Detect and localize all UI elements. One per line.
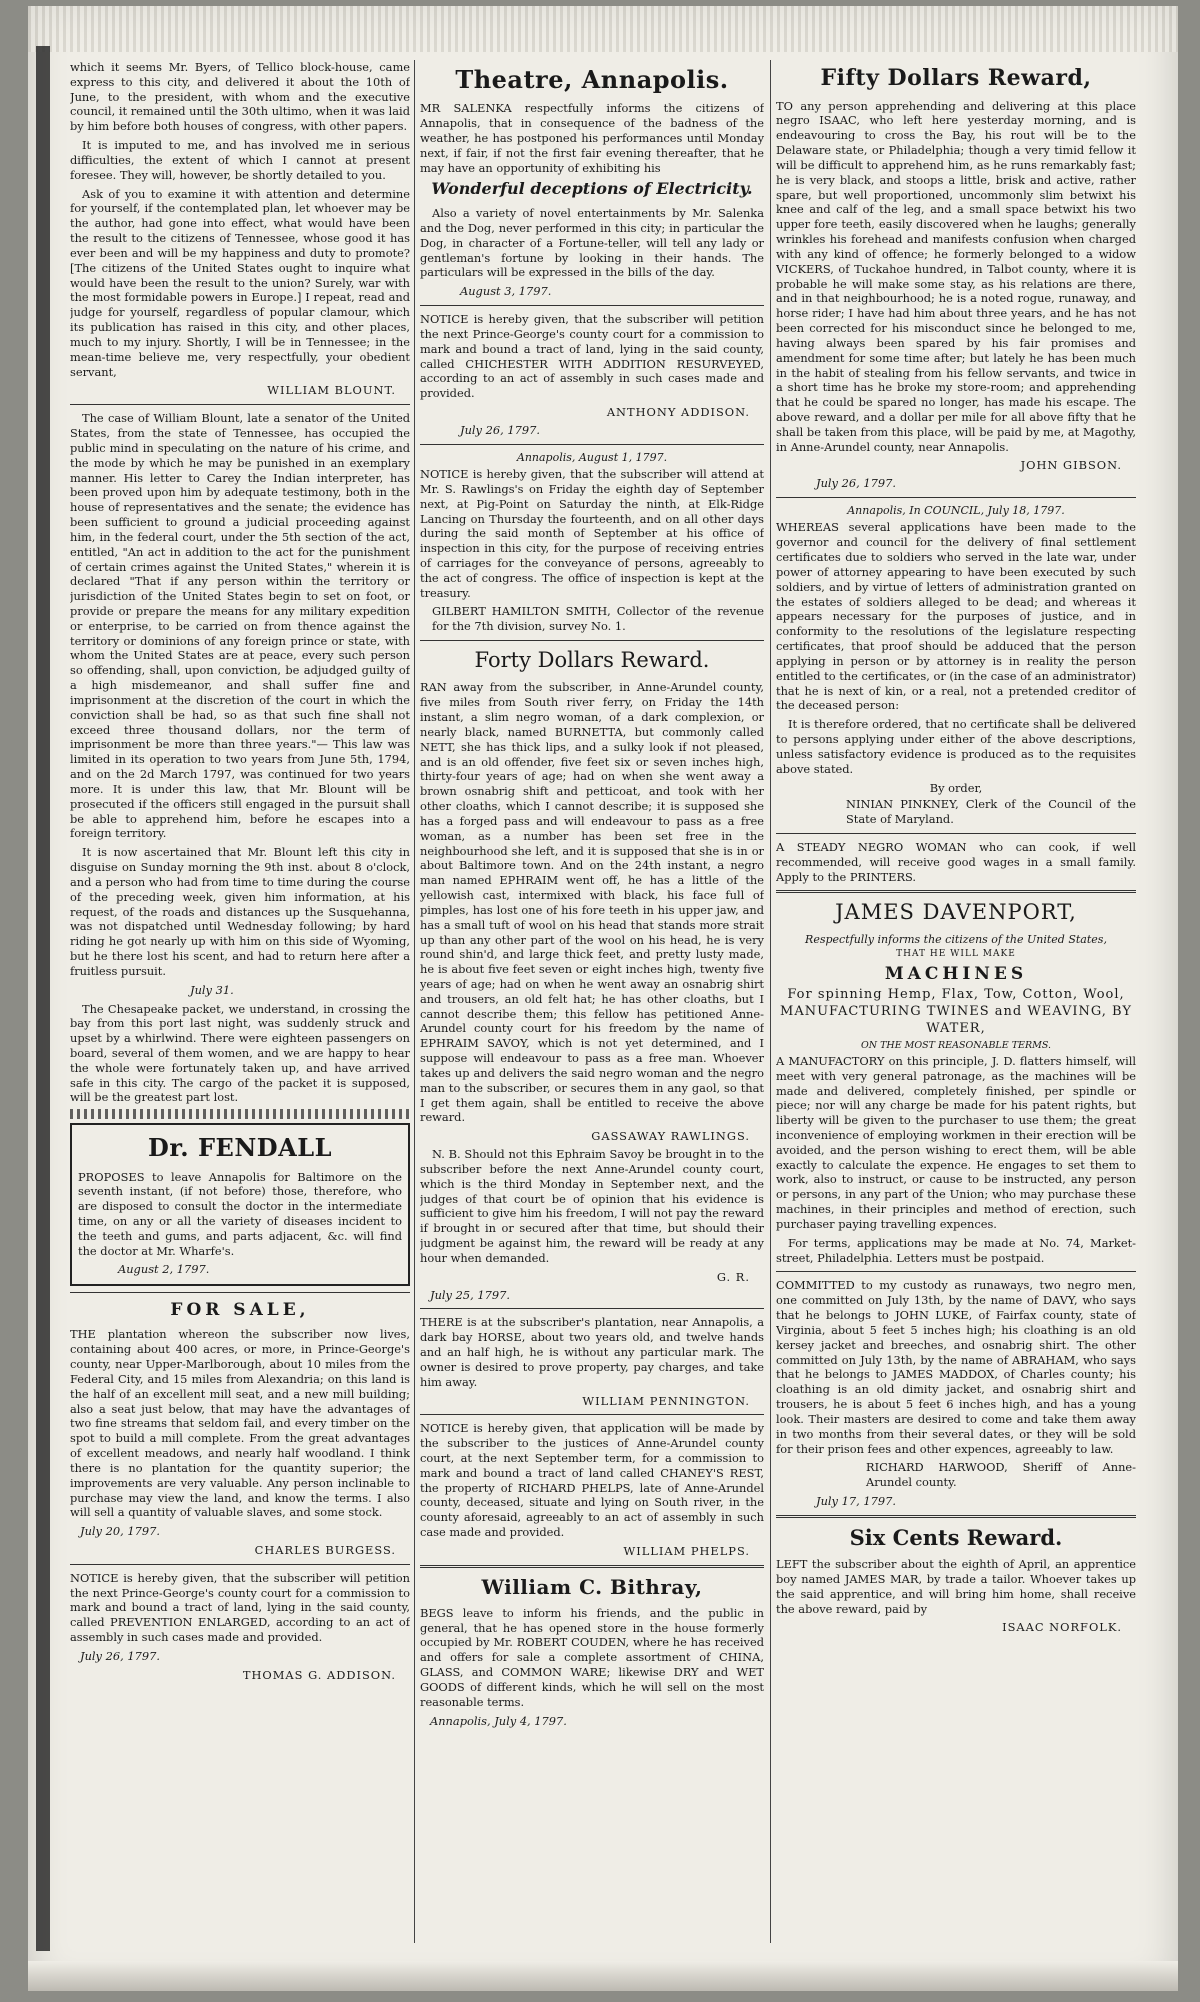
phelps-notice-body: NOTICE is hereby given, that application will be made by the subscriber to the justices of Anne-Arundel county court, at the next September term, for a commission to mark and bound a tract of land called CHANEY'S REST, the property of RICHARD PHELPS, late of Anne-Arundel county, deceased, situate and lying on South river, in the county aforesaid, agreeably to an act of assembly in such case made and provided. <box>420 1421 764 1540</box>
six-cents-body: LEFT the subscriber about the eighth of April, an apprentice boy named JAMES MAR, by trade a tailor. Whoever takes up the said apprentice, and will bring him home, shall receive the above reward, paid by <box>776 1557 1136 1616</box>
column-rule <box>414 60 415 1943</box>
divider <box>70 404 410 405</box>
for-sale-date: July 20, 1797. <box>80 1524 160 1539</box>
anthony-notice-signature: ANTHONY ADDISON. <box>606 405 750 420</box>
davenport-body: A MANUFACTORY on this principle, J. D. flatters himself, will meet with very general patronage, as the machines will be made and delivered, completely finished, per spindle or piece; nor will any charge be made for his patent rights, but liberty will be given to the purchaser to use them; the great inconvenience of employing workmen in their erection will be avoided, and the person wishing to erect them, will be able exactly to calculate the expence. He engages to set them to work, also to instruct, or cause to be instructed, any person or persons, in any part of the Union; who may purchase these machines, in their principles and method of erection, such purchaser paying travelling expences. <box>776 1053 1136 1231</box>
fendall-date: August 2, 1797. <box>118 1262 210 1277</box>
divider <box>70 1292 410 1293</box>
council-dateline: Annapolis, In COUNCIL, July 18, 1797. <box>847 504 1065 518</box>
bithray-title: William C. Bithray, <box>481 1574 703 1599</box>
fifty-dollars-title: Fifty Dollars Reward, <box>820 65 1092 91</box>
divider <box>420 444 764 445</box>
torn-top-edge <box>28 6 1178 52</box>
newspaper-page <box>28 6 1178 1991</box>
divider <box>420 305 764 306</box>
blount-case-para: It is now ascertained that Mr. Blount left this city in disguise on Sunday morning the 9th inst. about 8 o'clock, and a person who had from time to time during the course of the preceding week, given him information, at his request, of the roads and distances up the Susquehanna, was not dispatched until Wednesday following; by hard riding he got nearly up with him on this side of Wyoming, but he there lost his scent, and had to return here after a fruitless pursuit. <box>70 845 410 978</box>
for-sale-signature: CHARLES BURGESS. <box>254 1542 396 1557</box>
committed-body: COMMITTED to my custody as runaways, two negro men, one committed on July 13th, by the name of DAVY, who says that he belongs to JOHN LUKE, of Fairfax county, state of Virginia, about 5 feet 5 inches high; his cloathing is an old kersey jacket and breeches, and osnabrig shirt. The other committed on July 13th, by the name of ABRAHAM, who says that he belongs to JAMES MADDOX, of Charles county; his cloathing is an old dimity jacket, and osnabrig shirt and trousers, he is about 5 feet 6 inches high, and has a young look. Their masters are desired to come and take them away in two months from their several dates, or they will be sold for their prison fees and other expences, agreeably to law. <box>776 1278 1136 1456</box>
committed-date: July 17, 1797. <box>816 1494 896 1509</box>
forty-dollars-nb: N. B. Should not this Ephraim Savoy be brought in to the subscriber before the next Anne-Arundel county court, which is the third Monday in September next, and the judges of that court be of opinion that his evidence is sufficient to give him his freedom, I will not pay the reward if brought in or secured after that time, but should their judgment be against him, the reward will be ready at any hour when demanded. <box>420 1147 764 1265</box>
divider <box>420 1308 764 1309</box>
chesapeake-para: The Chesapeake packet, we understand, in crossing the bay from this port last night, was suddenly struck and upset by a whirlwind. There were eighteen passengers on board, several of them women, and we are happy to hear the whole were fortunately taken up, and have arrived safe in this city. The cargo of the packet it is supposed, will be the greatest part lost. <box>70 1001 410 1105</box>
six-cents-signature: ISAAC NORFOLK. <box>1002 1620 1122 1635</box>
divider <box>420 1565 764 1568</box>
committed-signature: RICHARD HARWOOD, Sheriff of Anne-Arundel county. <box>866 1460 1136 1490</box>
anthony-notice-date: July 26, 1797. <box>460 422 540 437</box>
column-rule <box>770 60 771 1943</box>
blount-case-para: The case of William Blount, late a senator of the United States, from the state of Tennessee, has occupied the public mind in speculating on the nature of his crime, and the mode by which he may be punished in an exemplary manner. His letter to Carey the Indian interpreter, has been proved upon him by adequate testimony, both in the house of representatives and the senate; the evidence has been sufficient to ground a judicial proceeding against him, in the federal court, under the 5th section of the act, entitled, "An act in addition to the act for the punishment of certain crimes against the United States," wherein it is declared "That if any person within the territory or jurisdiction of the United States begin to set on foot, or provide or prepare the means for any military expedition or enterprise, to be carried on from thence against the territory or dominions of any foreign prince or state, with whom the United States are at peace, every such person so offending, shall, upon conviction, be adjudged guilty of a high misdemeanor, and shall suffer fine and imprisonment at the discretion of the court in which the conviction shall be had, so as that such fine shall not exceed three thousand dollars, nor the term of imprisonment be more than three years."— This law was limited in its operation to two years from June 5th, 1794, and on the 2d March 1797, was continued for two years more. It is under this law, that Mr. Blount will be prosecuted if the officers still engaged in the pursuit shall be able to apprehend him, before he escapes into a foreign territory. <box>70 411 410 841</box>
addison-notice-body: NOTICE is hereby given, that the subscriber will petition the next Prince-George's county court for a commission to mark and bound a tract of land, lying in the said county, called PREVENTION ENLARGED, according to an act of assembly in such cases made and provided. <box>70 1570 410 1645</box>
ornament-border <box>70 1109 410 1119</box>
fendall-ad <box>70 1123 410 1286</box>
divider <box>776 833 1136 834</box>
smith-dateline: Annapolis, August 1, 1797. <box>516 450 668 464</box>
forty-dollars-signature: GASSAWAY RAWLINGS. <box>591 1129 750 1144</box>
davenport-that: THAT HE WILL MAKE <box>896 949 1016 960</box>
theatre-subheading: Wonderful deceptions of Electricity. <box>431 179 753 199</box>
for-sale-title: FOR SALE, <box>170 1300 310 1321</box>
davenport-terms: ON THE MOST REASONABLE TERMS. <box>860 1039 1052 1051</box>
theatre-title: Theatre, Annapolis. <box>455 65 729 94</box>
forty-dollars-body: RAN away from the subscriber, in Anne-Arundel county, five miles from South river ferry, on Friday the 14th instant, a slim negro woman, of a dark complexion, or nearly black, named BURNETTA, but commonly called NETT, she has thick lips, and a sulky look if not pleased, and is an old offender, five feet six or seven inches high, thirty-four years of age; had on when she went away a brown osnabrig shift and petticoat, and took with her other cloaths, which I cannot describe; it is supposed she has a forged pass and will endeavour to pass as a free woman, as a number has been set free in the neighbourhood she left, and it is supposed that she is in or about Baltimore town. And on the 24th instant, a negro man named EPHRAIM went off, he has a little of the yellowish cast, intermixed with black, his face full of pimples, has lost one of his fore teeth in his upper jaw, and has a small tuft of wool on his head that stands more strait up than any other part of the wool on his head, he is very round shin'd, and large thick feet, and pretty lusty made, he is about five feet seven or eight inches high, twenty five years of age; had on when he went away an osnabrig shirt and trousers, an old felt hat; he has other cloaths, but I cannot describe them; this fellow has petitioned Anne-Arundel county court for his freedom by the name of EPHRAIM SAVOY, which is not yet determined, and I suppose will endeavour to pass as a free man. Whoever takes up and delivers the said negro woman and the negro man to the subscriber, or secures them in any gaol, so that I get them again, shall be entitled to receive the above reward. <box>420 680 764 1125</box>
binding-edge <box>36 46 50 1951</box>
fifty-dollars-body: TO any person apprehending and delivering at this place negro ISAAC, who left here yesterday morning, and is endeavouring to cross the Bay, his rout will be to the Delaware state, or Philadelphia; though a very timid fellow it will be difficult to apprehend him, as he runs remarkably fast; he is very black, and stoops a little, brisk and active, rather spare, but well proportioned, uncommonly slim betwixt his knee and calf of the leg, and a small space betwixt his two upper fore teeth, easily discovered when he laughs; generally wrinkles his forehead and manifests confusion when charged with any kind of offence; he formerly belonged to a widow VICKERS, of Tuckahoe hundred, in Talbot county, where it is probable he will make some stay, as his relations are there, and in that neighbourhood; he is a noted rogue, runaway, and horse rider; I have had him about three years, and he has not been corrected for his misconduct since he belonged to me, having always been spared by his fair promises and amendment for some time after; but lately he has been much in the habit of stealing from his fellow servants, and twice in a short time has he broke my store-room; and apprehending that he could be spared no longer, has made his escape. The above reward, and a dollar per mile for all above fifty that he shall be taken from this place, will be paid by me, at Magothy, in Anne-Arundel county, near Annapolis. <box>776 98 1136 454</box>
theatre-date: August 3, 1797. <box>460 284 552 299</box>
davenport-machines: MACHINES <box>884 963 1028 984</box>
six-cents-title: Six Cents Reward. <box>849 1524 1063 1550</box>
blount-letter-para: which it seems Mr. Byers, of Tellico block-house, came express to this city, and delivered it about the 10th of June, to the president, with whom and the executive council, it remained until the 30th ultimo, when it was laid by him before both houses of congress, with other papers. <box>70 60 410 134</box>
horse-notice-body: THERE is at the subscriber's plantation, near Annapolis, a dark bay HORSE, about two years old, and twelve hands and an half high, he is without any particular mark. The owner is desired to prove property, pay charges, and take him away. <box>420 1315 764 1389</box>
column-3 <box>776 60 1136 1951</box>
horse-notice-signature: WILLIAM PENNINGTON. <box>582 1393 750 1408</box>
theatre-body-2: Also a variety of novel entertainments by Mr. Salenka and the Dog, never performed in this city; in particular the Dog, in character of a Fortune-teller, will tell any lady or gentleman's fortune by looking in their hands. The particulars will be expressed in the bills of the day. <box>420 206 764 280</box>
divider <box>420 640 764 641</box>
smith-notice-body: NOTICE is hereby given, that the subscriber will attend at Mr. S. Rawlings's on Friday the eighth day of September next, at Pig-Point on Saturday the ninth, at Elk-Ridge Lancing on Thursday the fourteenth, and on all other days during the said month of September at his office of inspection in this city, for the purpose of receiving entries of carriages for the conveyance of persons, agreeably to the act of congress. The office of inspection is kept at the treasury. <box>420 467 764 600</box>
blount-signature: WILLIAM BLOUNT. <box>267 383 396 398</box>
forty-dollars-date: July 25, 1797. <box>430 1287 510 1302</box>
fifty-dollars-signature: JOHN GIBSON. <box>1020 458 1122 473</box>
addison-notice-date: July 26, 1797. <box>80 1648 160 1663</box>
bithray-body: BEGS leave to inform his friends, and the public in general, that he has opened store in the house formerly occupied by Mr. ROBERT COUDEN, where he has received and offers for sale a complete assortment of CHINA, GLASS, and COMMON WARE; likewise DRY and WET GOODS of different kinds, which he will sell on the most reasonable terms. <box>420 1605 764 1709</box>
bithray-date: Annapolis, July 4, 1797. <box>430 1713 567 1728</box>
blount-letter-para: It is imputed to me, and has involved me in serious difficulties, the extent of which I cannot at present foresee. They will, however, be shortly detailed to you. <box>70 138 410 182</box>
column-2 <box>420 60 764 1951</box>
fendall-title: Dr. FENDALL <box>148 1133 332 1163</box>
davenport-terms-2: For terms, applications may be made at No. 74, Market-street, Philadelphia. Letters must be postpaid. <box>776 1235 1136 1265</box>
forty-dollars-initials: G. R. <box>716 1269 750 1284</box>
fendall-body: PROPOSES to leave Annapolis for Baltimore on the seventh instant, (if not before) those, therefore, who are disposed to consult the doctor in the intermediate time, on any or all the variety of diseases incident to the teeth and gums, and parts adjacent, &c. will find the doctor at Mr. Wharfe's. <box>78 1169 402 1258</box>
smith-notice-signature: GILBERT HAMILTON SMITH, Collector of the revenue for the 7th division, survey No. 1. <box>432 604 764 634</box>
divider <box>776 1271 1136 1272</box>
davenport-for-spinning: For spinning Hemp, Flax, Tow, Cotton, Wool, MANUFACTURING TWINES and WEAVING, BY WATER, <box>780 986 1132 1036</box>
fifty-dollars-date: July 26, 1797. <box>816 476 896 491</box>
divider <box>420 1414 764 1415</box>
theatre-body: MR SALENKA respectfully informs the citizens of Annapolis, that in consequence of the badness of the weather, he has postponed his performances until Monday next, if fair, if not the first fair evening thereafter, that he may have an opportunity of exhibiting his <box>420 101 764 175</box>
for-sale-body: THE plantation whereon the subscriber now lives, containing about 400 acres, or more, in Prince-George's county, near Upper-Marlborough, about 10 miles from the Federal City, and 15 miles from Alexandria; on this land is the half of an excellent mill seat, and a new mill building; also a seat just below, that may have the advantages of two fine streams that seldom fail, and every timber on the spot to build a mill complete. From the great advantages of excellent meadows, and nearly half woodland. I think there is no plantation for the quantity superior; the improvements are very valuable. Any person inclinable to purchase may view the land, and know the terms. I also will sell a quantity of valuable slaves, and some stock. <box>70 1327 410 1520</box>
forty-dollars-title: Forty Dollars Reward. <box>474 648 710 673</box>
divider <box>776 890 1136 893</box>
council-body: WHEREAS several applications have been made to the governor and council for the delivery of final settlement certificates due to soldiers who served in the late war, under power of attorney appearing to have been executed by such soldiers, and by virtue of letters of administration granted on the estates of soldiers alleged to be dead; and whereas it appears necessary for the purposes of justice, and in conformity to the resolutions of the legislature respecting certificates, that proof should be adduced that the person applying in person or by attorney is in reality the person entitled to the certificates, or (in the case of an administrator) that he is next of kin, or a real, not a pretended creditor of the deceased person: <box>776 520 1136 713</box>
divider <box>70 1564 410 1565</box>
divider <box>776 1515 1136 1518</box>
council-by-order: By order, <box>929 780 983 795</box>
dateline: July 31. <box>190 982 234 997</box>
steady-woman-ad: A STEADY NEGRO WOMAN who can cook, if well recommended, will receive good wages in a small family. Apply to the PRINTERS. <box>776 839 1136 884</box>
davenport-subtitle: Respectfully informs the citizens of the United States, <box>805 932 1107 946</box>
bottom-shadow <box>28 1961 1178 1991</box>
council-signature: NINIAN PINKNEY, Clerk of the Council of the State of Maryland. <box>846 797 1136 827</box>
column-1 <box>70 60 410 1951</box>
davenport-title: JAMES DAVENPORT, <box>835 900 1077 925</box>
anthony-notice-body: NOTICE is hereby given, that the subscriber will petition the next Prince-George's county court for a commission to mark and bound a tract of land, lying in the said county, called CHICHESTER WITH ADDITION RESURVEYED, according to an act of assembly in such cases made and provided. <box>420 312 764 401</box>
phelps-notice-signature: WILLIAM PHELPS. <box>623 1543 750 1558</box>
addison-notice-signature: THOMAS G. ADDISON. <box>242 1667 396 1682</box>
divider <box>776 497 1136 498</box>
council-body-2: It is therefore ordered, that no certificate shall be delivered to persons applying under either of the above descriptions, unless satisfactory evidence is produced as to the requisites above stated. <box>776 717 1136 776</box>
blount-letter-para: Ask of you to examine it with attention and determine for yourself, if the contemplated plan, let whoever may be the author, had gone into effect, what would have been the result to the citizens of Tennessee, whose good it has ever been and will be my happiness and duty to promote? [The citizens of the United States ought to inquire what would have been the result to the union? Surely, war with the most formidable powers in Europe.] I repeat, read and judge for yourself, regardless of popular clamour, which its publication has raised in this city, and other places, much to my injury. Shortly, I will be in Tennessee; in the mean-time believe me, very respectfully, your obedient servant, <box>70 186 410 379</box>
